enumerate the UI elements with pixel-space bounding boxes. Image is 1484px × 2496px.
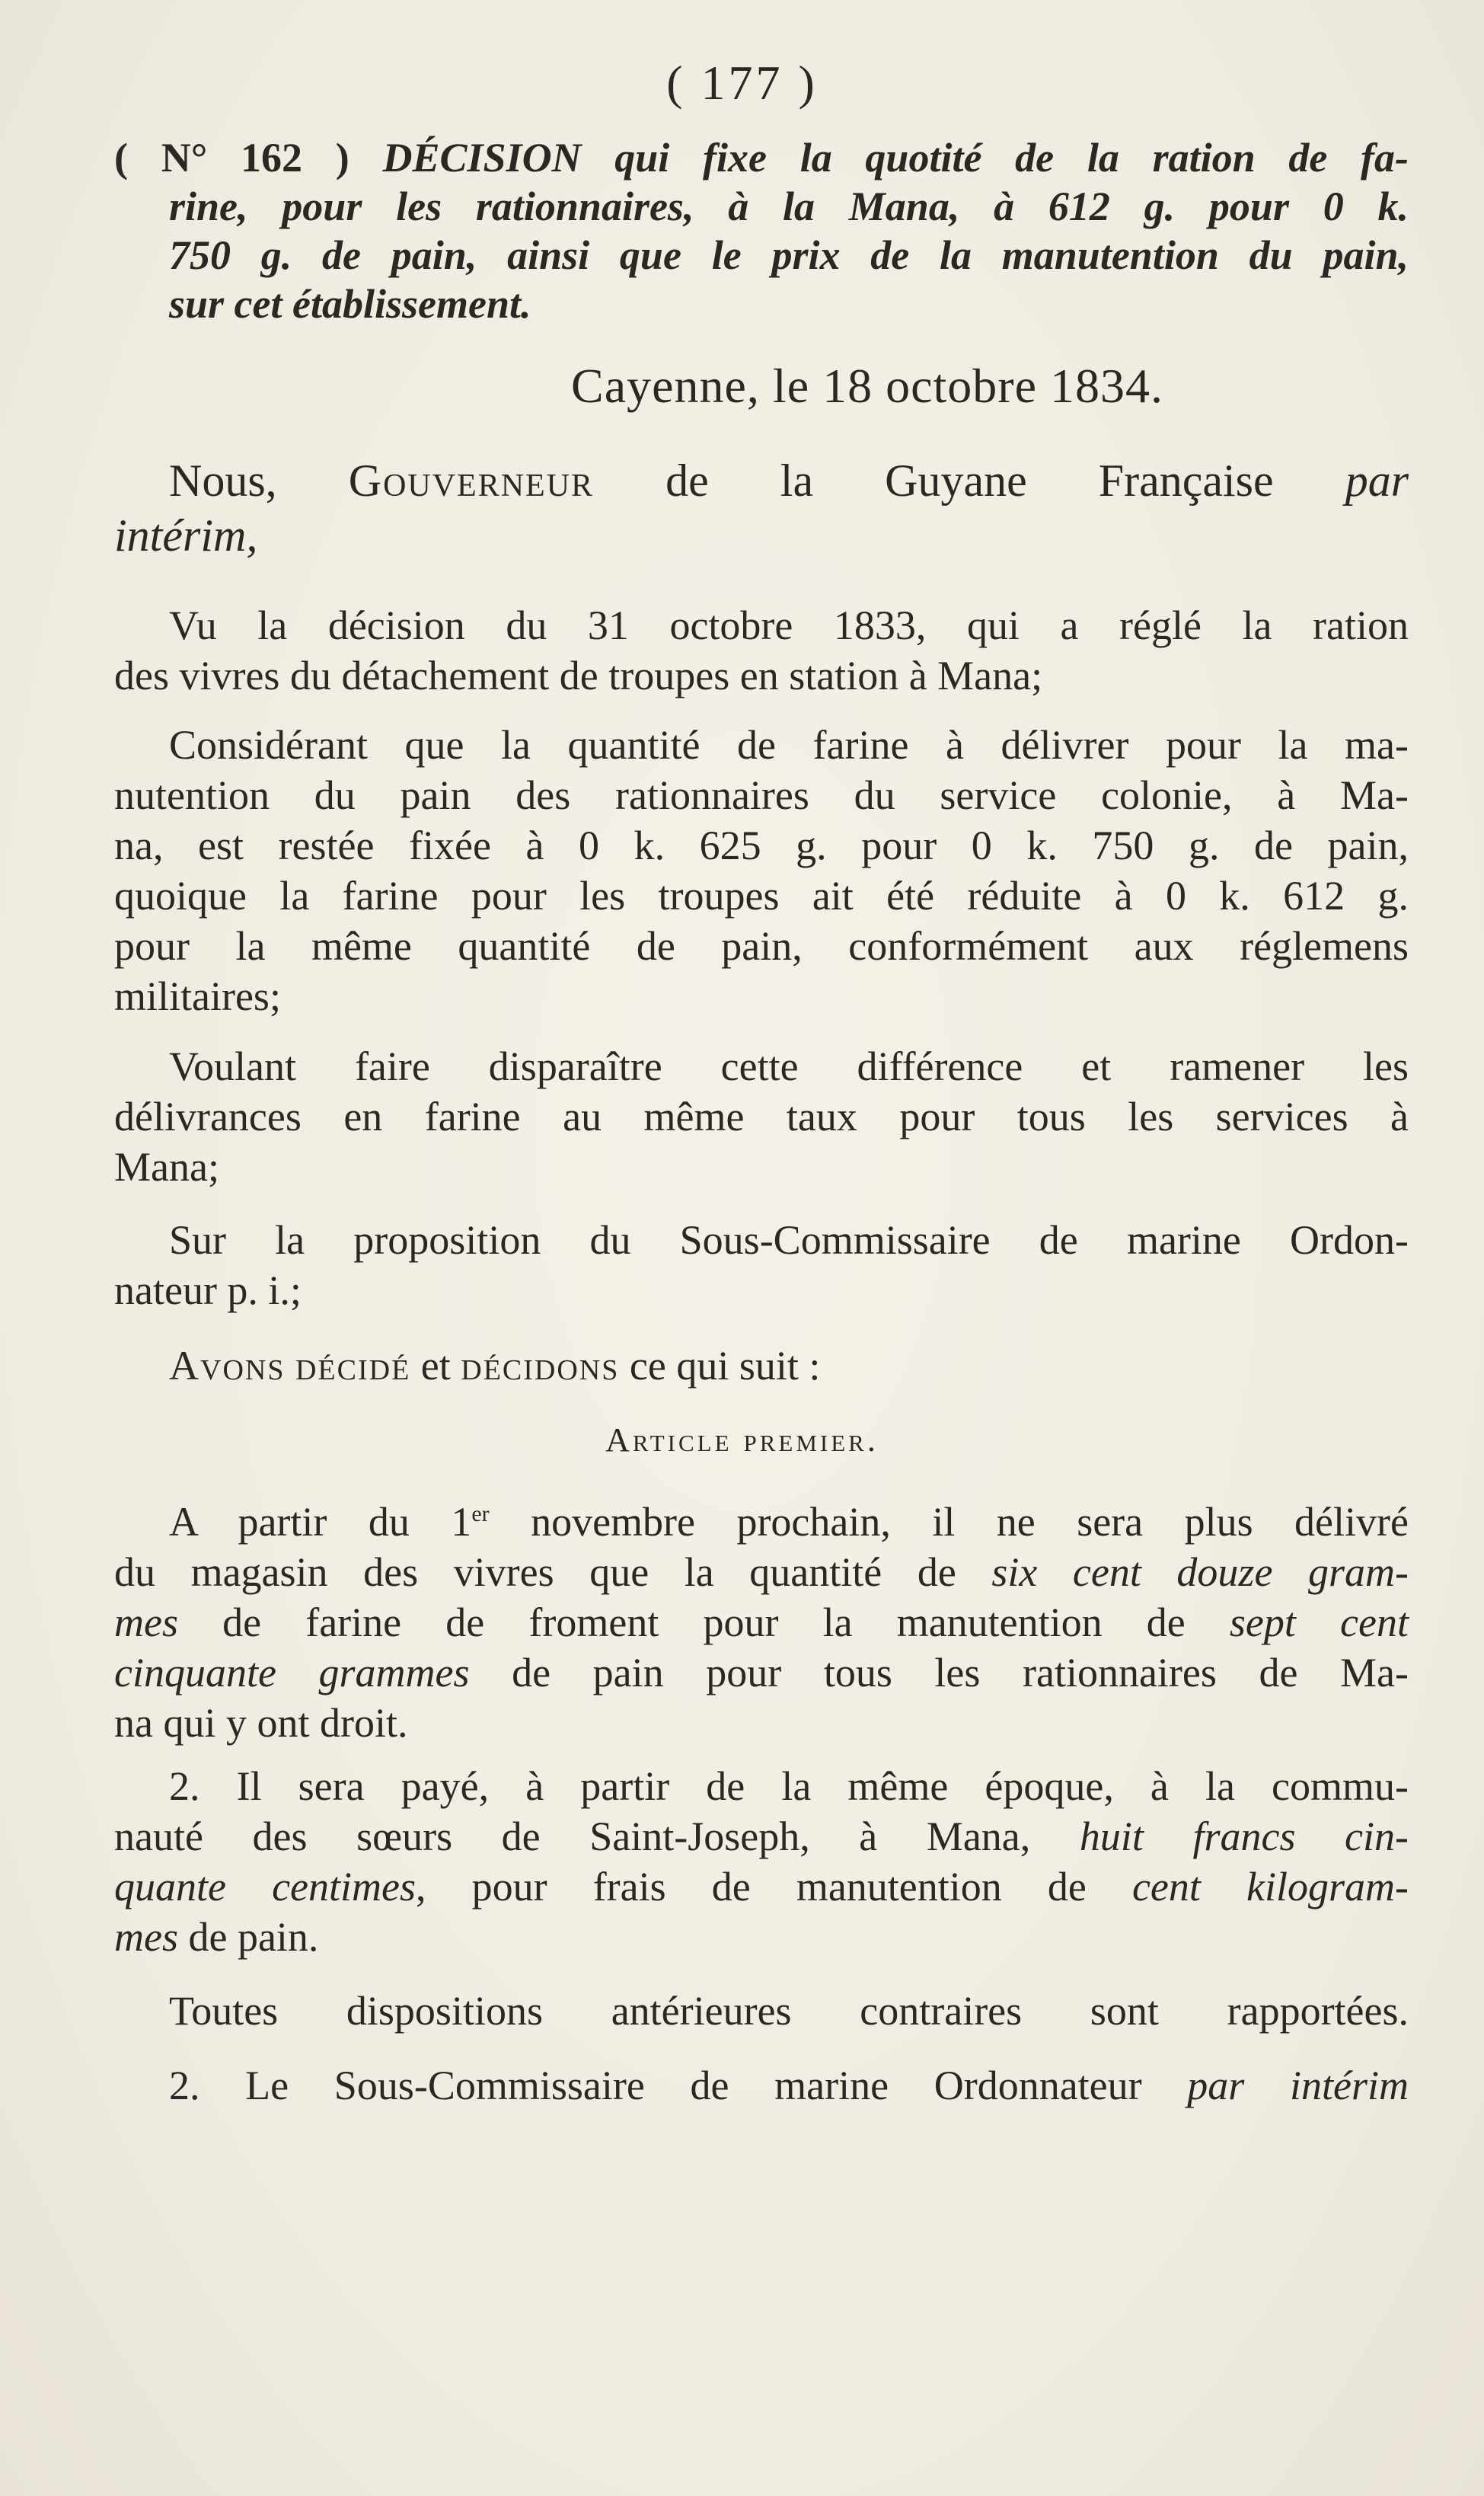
decision-number: ( N° 162 ): [114, 135, 349, 181]
title-line-2: rine, pour les rationnaires, à la Mana, à 612 g. pour 0 k.: [169, 184, 1409, 229]
preamble-nous: Nous,: [169, 455, 277, 506]
avons-word: Avons: [169, 1343, 286, 1389]
dateline: Cayenne, le 18 octobre 1834.: [571, 359, 1163, 413]
proposition-line-1: Sur la proposition du Sous-Commissaire de marine Ordon-: [169, 1217, 1409, 1263]
paragraph-avons: [114, 1341, 1409, 1391]
decidons-word: décidons: [461, 1343, 620, 1389]
voulant-line-3: Mana;: [114, 1144, 219, 1190]
preamble-par: par: [1345, 455, 1409, 506]
article2-line3-b: , pour frais de manutention de: [416, 1864, 1132, 1910]
article1-line3-it: mes: [114, 1600, 178, 1645]
preamble-interim: intérim,: [114, 510, 258, 561]
article1-line1-a: A partir du 1: [169, 1499, 472, 1545]
paragraph-vu: [114, 600, 1409, 701]
preamble-gouverneur: Gouverneur: [348, 455, 595, 506]
article3-it: par intérim: [1187, 2063, 1409, 2108]
voulant-line-1: Voulant faire disparaître cette différence et ramener les: [169, 1043, 1409, 1089]
considerant-line-3: na, est restée fixée à 0 k. 625 g. pour 0 k. 750 g. de pain,: [114, 823, 1409, 868]
article1-line2-a: du magasin des vivres que la quantité de: [114, 1549, 992, 1595]
article1-line1-b: novembre prochain, il ne sera plus délivré: [489, 1499, 1409, 1545]
title-line-3: 750 g. de pain, ainsi que le prix de la manutention du pain,: [169, 232, 1409, 278]
article1-line3-it2: sept cent: [1229, 1600, 1409, 1645]
considerant-line-1: Considérant que la quantité de farine à délivrer pour la ma-: [169, 722, 1409, 768]
article2-line1: 2. Il sera payé, à partir de la même époque, à la commu-: [169, 1763, 1409, 1809]
article1-line3-b: de farine de froment pour la manutention de: [177, 1600, 1230, 1645]
article1-line5: na qui y ont droit.: [114, 1700, 408, 1746]
article-1: [114, 1489, 1409, 1748]
vu-line-1: Vu la décision du 31 octobre 1833, qui a réglé la ration: [169, 602, 1409, 648]
et-word: et: [420, 1343, 451, 1389]
article-2: [114, 1761, 1409, 1962]
title-line-4: sur cet établissement.: [169, 281, 531, 327]
paragraph-voulant: [114, 1041, 1409, 1192]
considerant-line-6: militaires;: [114, 973, 281, 1019]
paragraph-proposition: [114, 1215, 1409, 1315]
title-line-1: DÉCISION qui fixe la quotité de la ration de fa-: [382, 135, 1409, 181]
toutes-line: Toutes dispositions antérieures contraires sont rapportées.: [169, 1988, 1409, 2034]
article-heading: Article premier.: [605, 1421, 879, 1459]
preamble-rest: de la Guyane Française: [665, 455, 1274, 506]
article1-line1-sup: er: [471, 1501, 490, 1526]
vu-line-2: des vivres du détachement de troupes en station à Mana;: [114, 653, 1043, 698]
article3-text: 2. Le Sous-Commissaire de marine Ordonnateur: [169, 2063, 1188, 2108]
avons-rest: ce qui suit :: [629, 1343, 821, 1389]
article-3: [114, 2060, 1409, 2111]
article2-line4-it: mes: [114, 1914, 178, 1960]
article1-line2-it: six cent douze gram-: [991, 1549, 1409, 1595]
considerant-line-2: nutention du pain des rationnaires du service colonie, à Ma-: [114, 772, 1409, 818]
decide-word: décidé: [295, 1343, 411, 1389]
article2-line3-it: quante centimes: [114, 1864, 416, 1910]
article2-line2-it: huit francs cin-: [1079, 1814, 1409, 1859]
proposition-line-2: nateur p. i.;: [114, 1267, 302, 1313]
decision-title: [114, 133, 1409, 328]
article1-line4-it: cinquante grammes: [114, 1650, 470, 1695]
considerant-line-4: quoique la farine pour les troupes ait été réduite à 0 k. 612 g.: [114, 873, 1409, 919]
considerant-line-5: pour la même quantité de pain, conformément aux réglemens: [114, 923, 1409, 969]
article2-line4-b: de pain.: [177, 1914, 319, 1960]
voulant-line-2: délivrances en farine au même taux pour tous les services à: [114, 1094, 1409, 1139]
article2-line3-it2: cent kilogram-: [1131, 1864, 1409, 1910]
paragraph-toutes: [114, 1986, 1409, 2036]
article1-line4-b: de pain pour tous les rationnaires de Ma-: [469, 1650, 1409, 1695]
paragraph-considerant: [114, 720, 1409, 1021]
page-number: ( 177 ): [666, 56, 818, 110]
article2-line2-a: nauté des sœurs de Saint-Joseph, à Mana,: [114, 1814, 1080, 1859]
preamble: [114, 453, 1409, 563]
